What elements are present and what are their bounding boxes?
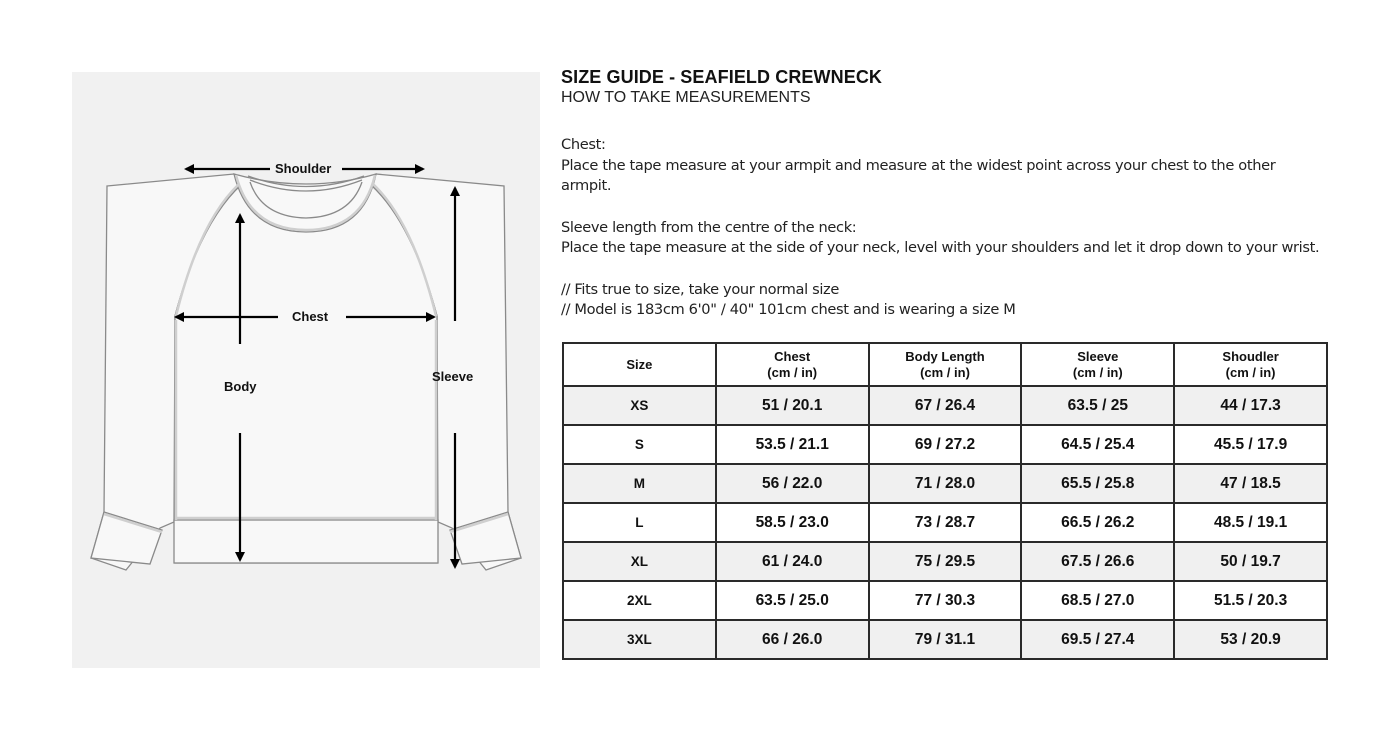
chest-label: Chest — [292, 309, 329, 324]
shoulder-cell: 53 / 20.9 — [1174, 620, 1327, 659]
fit-note: // Fits true to size, take your normal size — [561, 280, 839, 298]
chest-cell: 53.5 / 21.1 — [716, 425, 869, 464]
header-chest — [716, 343, 869, 386]
sleeve-heading: Sleeve length from the centre of the neck: — [561, 218, 857, 236]
shoulder-cell: 45.5 / 17.9 — [1174, 425, 1327, 464]
shoulder-cell: 51.5 / 20.3 — [1174, 581, 1327, 620]
body-length-cell: 73 / 28.7 — [869, 503, 1022, 542]
size-chart-table — [562, 342, 1328, 660]
sleeve-cell: 65.5 / 25.8 — [1021, 464, 1174, 503]
chest-heading: Chest: — [561, 136, 606, 153]
chest-cell: 63.5 / 25.0 — [716, 581, 869, 620]
chest-instructions: Place the tape measure at your armpit and measure at the widest point across your chest to the other armpit. — [561, 156, 1276, 194]
chest-cell: 66 / 26.0 — [716, 620, 869, 659]
header-sleeve-unit: (cm / in) — [1072, 364, 1123, 380]
measurement-diagram-panel — [72, 72, 540, 668]
hem-band — [174, 520, 438, 563]
table-row — [563, 542, 1327, 581]
size-cell: L — [563, 503, 716, 542]
size-cell: 3XL — [563, 620, 716, 659]
header-sleeve — [1021, 343, 1174, 386]
chest-cell: 61 / 24.0 — [716, 542, 869, 581]
sleeve-cell: 63.5 / 25 — [1021, 386, 1174, 425]
page-subtitle: HOW TO TAKE MEASUREMENTS — [561, 89, 811, 106]
table-row — [563, 425, 1327, 464]
size-cell: S — [563, 425, 716, 464]
header-chest-unit: (cm / in) — [767, 364, 818, 380]
body-length-cell: 79 / 31.1 — [869, 620, 1022, 659]
sleeve-cell: 69.5 / 27.4 — [1021, 620, 1174, 659]
sweater-body — [175, 184, 437, 563]
sleeve-cell: 68.5 / 27.0 — [1021, 581, 1174, 620]
table-row — [563, 503, 1327, 542]
chest-cell: 51 / 20.1 — [716, 386, 869, 425]
table-header-row — [563, 343, 1327, 386]
size-cell: M — [563, 464, 716, 503]
sleeve-instructions: Place the tape measure at the side of your neck, level with your shoulders and let it drop down to your wrist. — [561, 239, 1320, 256]
table-row — [563, 620, 1327, 659]
shoulder-cell: 48.5 / 19.1 — [1174, 503, 1327, 542]
body-length-cell: 77 / 30.3 — [869, 581, 1022, 620]
body-length-cell: 71 / 28.0 — [869, 464, 1022, 503]
header-size-label: Size — [626, 356, 653, 372]
table-row — [563, 581, 1327, 620]
model-note: // Model is 183cm 6'0" / 40" 101cm chest and is wearing a size M — [561, 301, 1016, 318]
header-size — [563, 343, 716, 386]
header-body-length — [869, 343, 1022, 386]
sleeve-cell: 64.5 / 25.4 — [1021, 425, 1174, 464]
body-label: Body — [224, 379, 257, 394]
header-sleeve-label: Sleeve — [1077, 348, 1119, 364]
sleeve-cell: 66.5 / 26.2 — [1021, 503, 1174, 542]
header-body-length-label: Body Length — [905, 348, 985, 364]
size-cell: XL — [563, 542, 716, 581]
table-row — [563, 464, 1327, 503]
chest-cell: 58.5 / 23.0 — [716, 503, 869, 542]
shoulder-label: Shoulder — [275, 161, 332, 176]
body-length-cell: 75 / 29.5 — [869, 542, 1022, 581]
size-cell: 2XL — [563, 581, 716, 620]
size-guide-text — [561, 66, 1361, 321]
header-body-length-unit: (cm / in) — [920, 364, 970, 380]
header-chest-label: Chest — [774, 348, 811, 364]
body-length-cell: 67 / 26.4 — [869, 386, 1022, 425]
header-shoulder — [1174, 343, 1327, 386]
shoulder-cell: 50 / 19.7 — [1174, 542, 1327, 581]
shoulder-cell: 44 / 17.3 — [1174, 386, 1327, 425]
header-shoulder-label: Shoudler — [1222, 348, 1279, 364]
chest-cell: 56 / 22.0 — [716, 464, 869, 503]
table-row — [563, 386, 1327, 425]
page-title: SIZE GUIDE - SEAFIELD CREWNECK — [561, 67, 883, 87]
sleeve-label: Sleeve — [432, 369, 474, 384]
size-cell: XS — [563, 386, 716, 425]
header-shoulder-unit: (cm / in) — [1225, 364, 1276, 380]
sleeve-cell: 67.5 / 26.6 — [1021, 542, 1174, 581]
shoulder-cell: 47 / 18.5 — [1174, 464, 1327, 503]
body-length-cell: 69 / 27.2 — [869, 425, 1022, 464]
